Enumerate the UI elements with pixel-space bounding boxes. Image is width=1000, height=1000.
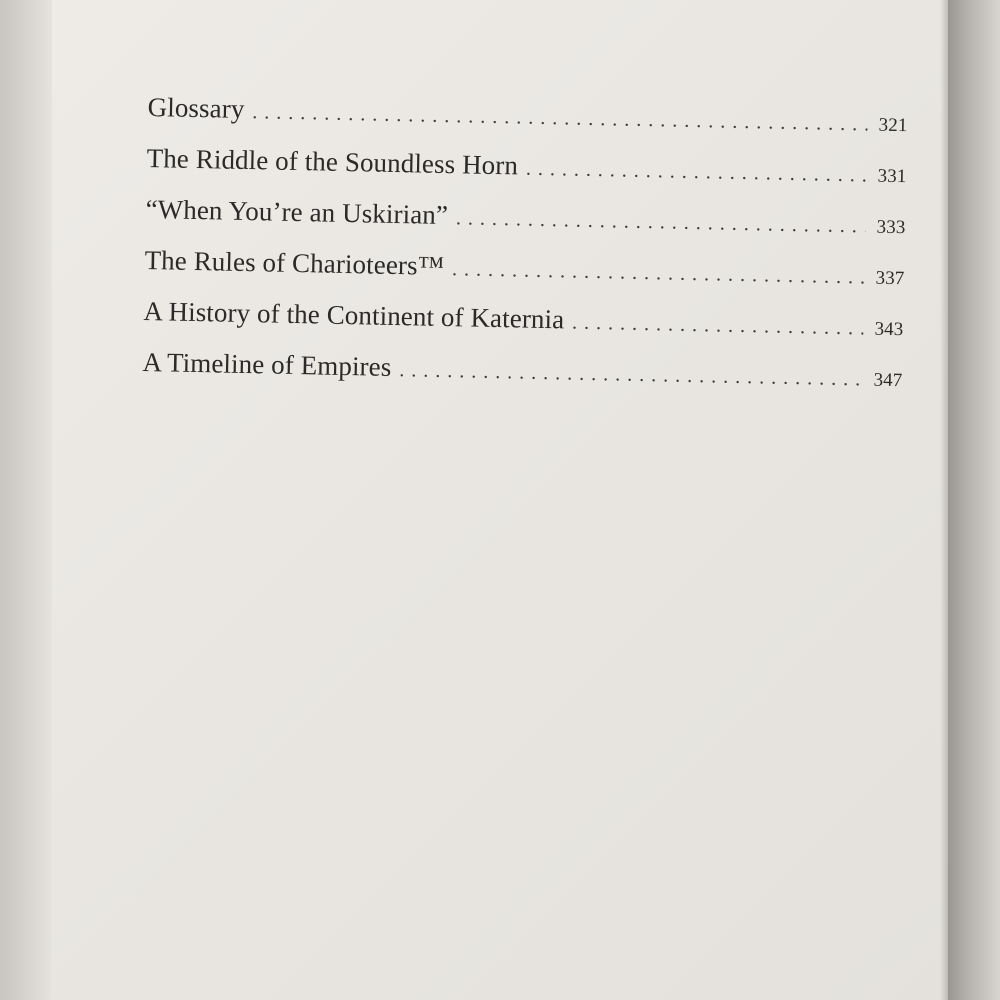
dot-leader xyxy=(572,312,864,341)
page-edge-shade xyxy=(940,0,948,1000)
dot-leader xyxy=(399,359,863,391)
dot-leader xyxy=(526,158,867,188)
left-shadow xyxy=(0,0,52,1000)
toc-entry-page-number: 343 xyxy=(874,318,904,341)
table-of-contents xyxy=(142,92,908,413)
dot-leader xyxy=(452,258,865,289)
toc-entry-page-number: 331 xyxy=(877,165,907,188)
toc-entry-title: A Timeline of Empires xyxy=(142,346,392,382)
toc-entry-page-number: 337 xyxy=(875,267,905,290)
toc-entry-title: The Riddle of the Soundless Horn xyxy=(146,142,519,181)
dot-leader xyxy=(456,207,866,238)
toc-entry-title: The Rules of Charioteers™ xyxy=(144,244,445,281)
toc-entry-title: Glossary xyxy=(147,92,245,124)
toc-entry-page-number: 347 xyxy=(873,369,903,392)
toc-entry-page-number: 321 xyxy=(878,114,908,137)
dot-leader xyxy=(252,101,868,136)
right-shadow xyxy=(948,0,1000,1000)
toc-entry-title: “When You’re an Uskirian” xyxy=(145,193,449,231)
toc-entry-page-number: 333 xyxy=(876,216,906,239)
toc-entry-title: A History of the Continent of Katernia xyxy=(143,295,565,335)
